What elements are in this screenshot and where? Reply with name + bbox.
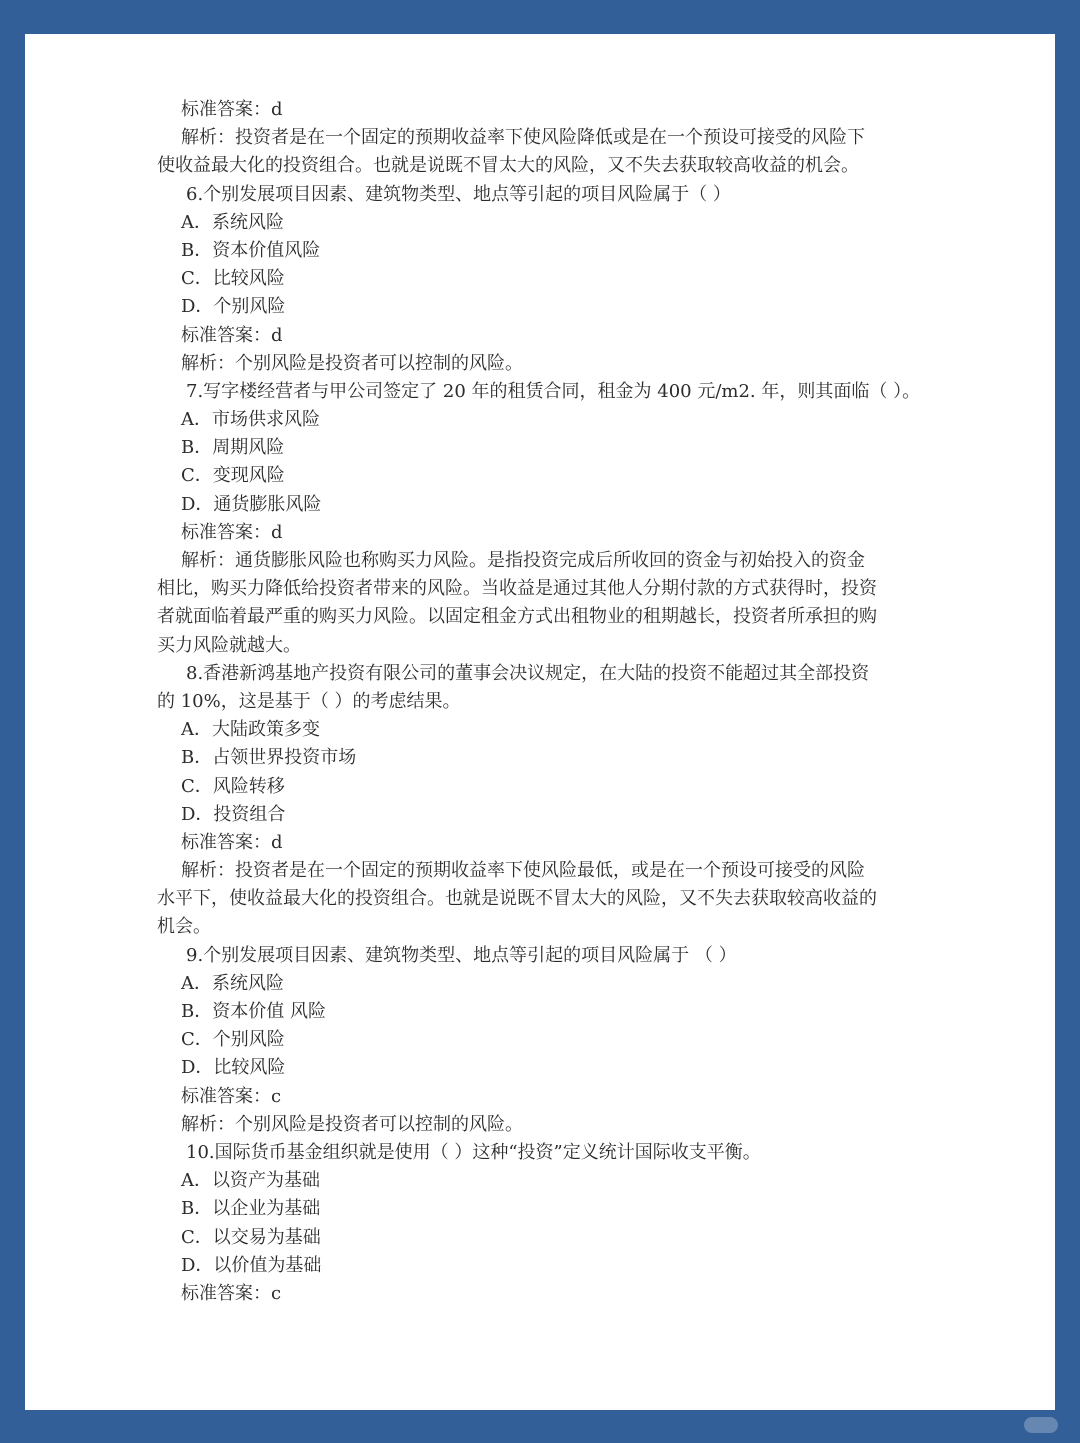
- document-page: [25, 34, 1055, 1410]
- text-line: C．以交易为基础: [181, 1226, 321, 1248]
- text-line: A．系统风险: [181, 211, 284, 233]
- text-line: C．变现风险: [181, 465, 285, 487]
- text-line: 标准答案：d: [181, 521, 283, 543]
- text-line: D．比较风险: [181, 1057, 286, 1079]
- text-line: A．市场供求风险: [181, 409, 320, 431]
- text-line: B．周期风险: [181, 437, 285, 459]
- document-body: [157, 96, 921, 1308]
- text-line: C．风险转移: [181, 775, 285, 797]
- text-line: D．以价值为基础: [181, 1254, 322, 1276]
- text-line: 9.个别发展项目因素、建筑物类型、地点等引起的项目风险属于 （ ）: [186, 944, 737, 966]
- watermark: [1024, 1417, 1058, 1433]
- text-line: 的 10%，这是基于（ ）的考虑结果。: [157, 690, 461, 712]
- text-line: C．比较风险: [181, 268, 285, 290]
- text-line: 标准答案：c: [181, 1282, 282, 1304]
- text-line: 使收益最大化的投资组合。也就是说既不冒太大的风险，又不失去获取较高收益的机会。: [157, 155, 859, 177]
- text-line: 解析：个别风险是投资者可以控制的风险。: [181, 1113, 523, 1135]
- text-line: 标准答案：d: [181, 324, 283, 346]
- text-line: 解析：通货膨胀风险也称购买力风险。是指投资完成后所收回的资金与初始投入的资金: [181, 550, 865, 571]
- text-line: 6.个别发展项目因素、建筑物类型、地点等引起的项目风险属于（ ）: [186, 183, 731, 205]
- text-line: 机会。: [157, 916, 211, 938]
- text-line: D．通货膨胀风险: [181, 493, 322, 515]
- text-line: C．个别风险: [181, 1029, 285, 1051]
- text-line: 标准答案：d: [181, 831, 283, 853]
- text-line: A．系统风险: [181, 972, 284, 994]
- text-line: A．以资产为基础: [181, 1170, 320, 1192]
- text-line: 解析：投资者是在一个固定的预期收益率下使风险最低，或是在一个预设可接受的风险: [181, 860, 865, 882]
- text-line: 解析：投资者是在一个固定的预期收益率下使风险降低或是在一个预设可接受的风险下: [181, 127, 865, 149]
- text-line: B．以企业为基础: [181, 1198, 321, 1220]
- text-line: D．投资组合: [181, 803, 286, 825]
- text-line: 标准答案：c: [181, 1085, 282, 1107]
- text-line: 相比，购买力降低给投资者带来的风险。当收益是通过其他人分期付款的方式获得时，投资: [157, 578, 877, 600]
- text-line: A．大陆政策多变: [181, 719, 320, 741]
- text-line: 买力风险就越大。: [157, 634, 301, 656]
- text-line: B．资本价值 风险: [181, 1001, 326, 1022]
- text-line: 8.香港新鸿基地产投资有限公司的董事会决议规定，在大陆的投资不能超过其全部投资: [186, 662, 870, 684]
- text-line: B．资本价值风险: [181, 239, 321, 261]
- text-line: 标准答案：d: [181, 99, 283, 120]
- text-line: 7.写字楼经营者与甲公司签定了 20 年的租赁合同，租金为 400 元/m2. 年，则其面临（ ）。: [186, 380, 921, 402]
- text-line: 解析：个别风险是投资者可以控制的风险。: [181, 352, 523, 374]
- text-line: 水平下，使收益最大化的投资组合。也就是说既不冒太大的风险，又不失去获取较高收益的: [157, 888, 877, 910]
- text-line: B．占领世界投资市场: [181, 747, 357, 769]
- text-line: 10.国际货币基金组织就是使用（ ）这种“投资”定义统计国际收支平衡。: [186, 1141, 761, 1163]
- text-line: 者就面临着最严重的购买力风险。以固定租金方式出租物业的租期越长，投资者所承担的购: [157, 606, 877, 628]
- text-line: D．个别风险: [181, 296, 286, 318]
